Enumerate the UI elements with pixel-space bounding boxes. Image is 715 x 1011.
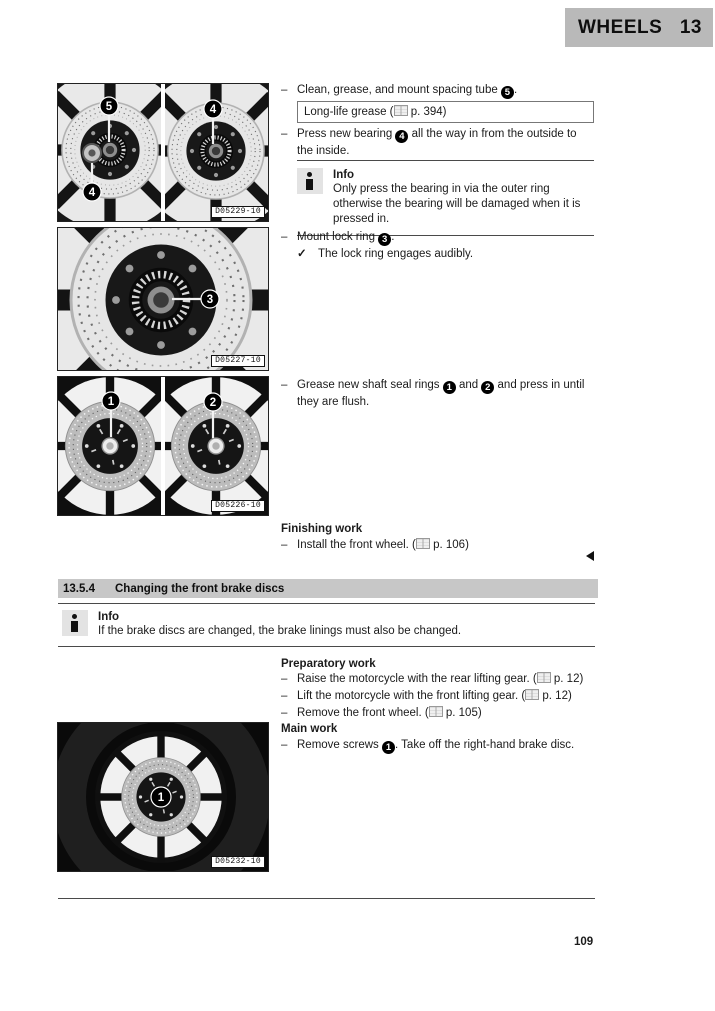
info-title: Info <box>333 169 355 181</box>
info-text: If the brake discs are changed, the brake linings must also be changed. <box>98 625 462 637</box>
figure-seal-rings <box>57 376 269 516</box>
result-text: The lock ring engages audibly. <box>318 248 474 260</box>
list-dash: – <box>281 539 288 551</box>
section-number: 13.5.4 <box>63 582 95 595</box>
figure-label: D05226-10 <box>211 500 265 512</box>
section-heading <box>58 579 598 598</box>
step-install-wheel <box>281 537 583 553</box>
figure-lock-ring <box>57 227 269 371</box>
list-dash: – <box>281 673 288 685</box>
step-text: Lift the motorcycle with the front lifting gear. ( p. 12) <box>297 690 572 702</box>
chapter-title: WHEELS <box>578 16 663 38</box>
step-text: Clean, grease, and mount spacing tube 5 . <box>297 84 518 98</box>
callout-5: 5 <box>105 101 113 113</box>
finishing-work-heading: Finishing work <box>281 523 363 535</box>
step-text: Remove screws 1 . Take off the right-hand brake disc. <box>297 739 575 753</box>
step-remove-screws <box>281 737 601 754</box>
step-seal-rings <box>281 377 597 410</box>
chapter-header <box>565 8 713 47</box>
callout-badge: 4 <box>395 130 408 143</box>
list-dash: – <box>281 84 288 96</box>
step-remove-front-wheel <box>281 705 601 721</box>
step-lock-ring <box>281 229 583 246</box>
book-reference-icon <box>525 689 539 700</box>
list-dash: – <box>281 739 288 751</box>
callout-badge: 1 <box>443 381 456 394</box>
step-lift-motorcycle <box>281 688 601 704</box>
page-number: 109 <box>574 936 594 948</box>
info-box-brake-discs <box>58 603 595 647</box>
list-dash: – <box>281 707 288 719</box>
figure-label: D05227-10 <box>211 355 265 367</box>
check-icon: ✓ <box>297 248 307 260</box>
info-box-bearing <box>297 160 594 236</box>
chapter-number: 13 <box>679 16 702 38</box>
section-title: Changing the front brake discs <box>115 582 285 595</box>
info-icon <box>62 610 88 636</box>
book-reference-icon <box>429 706 443 717</box>
info-title: Info <box>98 611 120 623</box>
book-reference-icon <box>416 538 430 549</box>
spec-text: Long-life grease ( p. 394) <box>304 106 447 118</box>
step-raise-motorcycle <box>281 671 601 687</box>
callout-4: 4 <box>88 187 96 199</box>
footer-rule <box>58 898 595 899</box>
step-text: Grease new shaft seal rings 1 and 2 and press in until they are flush. <box>297 379 585 408</box>
callout-badge: 3 <box>378 233 391 246</box>
step-press-bearing <box>281 126 583 159</box>
step-text: Remove the front wheel. ( p. 105) <box>297 707 482 719</box>
spec-box-grease <box>297 101 594 123</box>
list-dash: – <box>281 690 288 702</box>
step-text: Install the front wheel. ( p. 106) <box>297 539 469 551</box>
figure-label: D05232-10 <box>211 856 265 868</box>
figure-wheel-bearing <box>57 83 269 222</box>
change-marker-icon <box>586 551 594 561</box>
figure-label: D05229-10 <box>211 206 265 218</box>
callout-2: 2 <box>209 397 217 409</box>
callout-badge: 1 <box>382 741 395 754</box>
info-text: Only press the bearing in via the outer ring otherwise the bearing will be damaged when it is pressed in. <box>333 183 581 225</box>
callout-badge: 2 <box>481 381 494 394</box>
callout-badge: 5 <box>501 86 514 99</box>
preparatory-work-heading: Preparatory work <box>281 658 376 670</box>
callout-4b: 4 <box>209 104 217 116</box>
book-reference-icon <box>394 105 408 116</box>
result-lock-ring <box>297 246 583 262</box>
list-dash: – <box>281 128 288 140</box>
book-reference-icon <box>537 672 551 683</box>
figure-brake-disc <box>57 722 269 872</box>
list-dash: – <box>281 231 288 243</box>
callout-1: 1 <box>107 396 115 408</box>
step-spacing-tube <box>281 82 583 99</box>
step-text: Raise the motorcycle with the rear lifting gear. ( p. 12) <box>297 673 584 685</box>
main-work-heading: Main work <box>281 723 338 735</box>
callout-1: 1 <box>157 792 165 804</box>
list-dash: – <box>281 379 288 391</box>
step-text: Press new bearing 4 all the way in from the outside to the inside. <box>297 128 577 157</box>
info-icon <box>297 168 323 194</box>
callout-3: 3 <box>206 294 214 306</box>
step-text: Mount lock ring 3 . <box>297 231 395 245</box>
